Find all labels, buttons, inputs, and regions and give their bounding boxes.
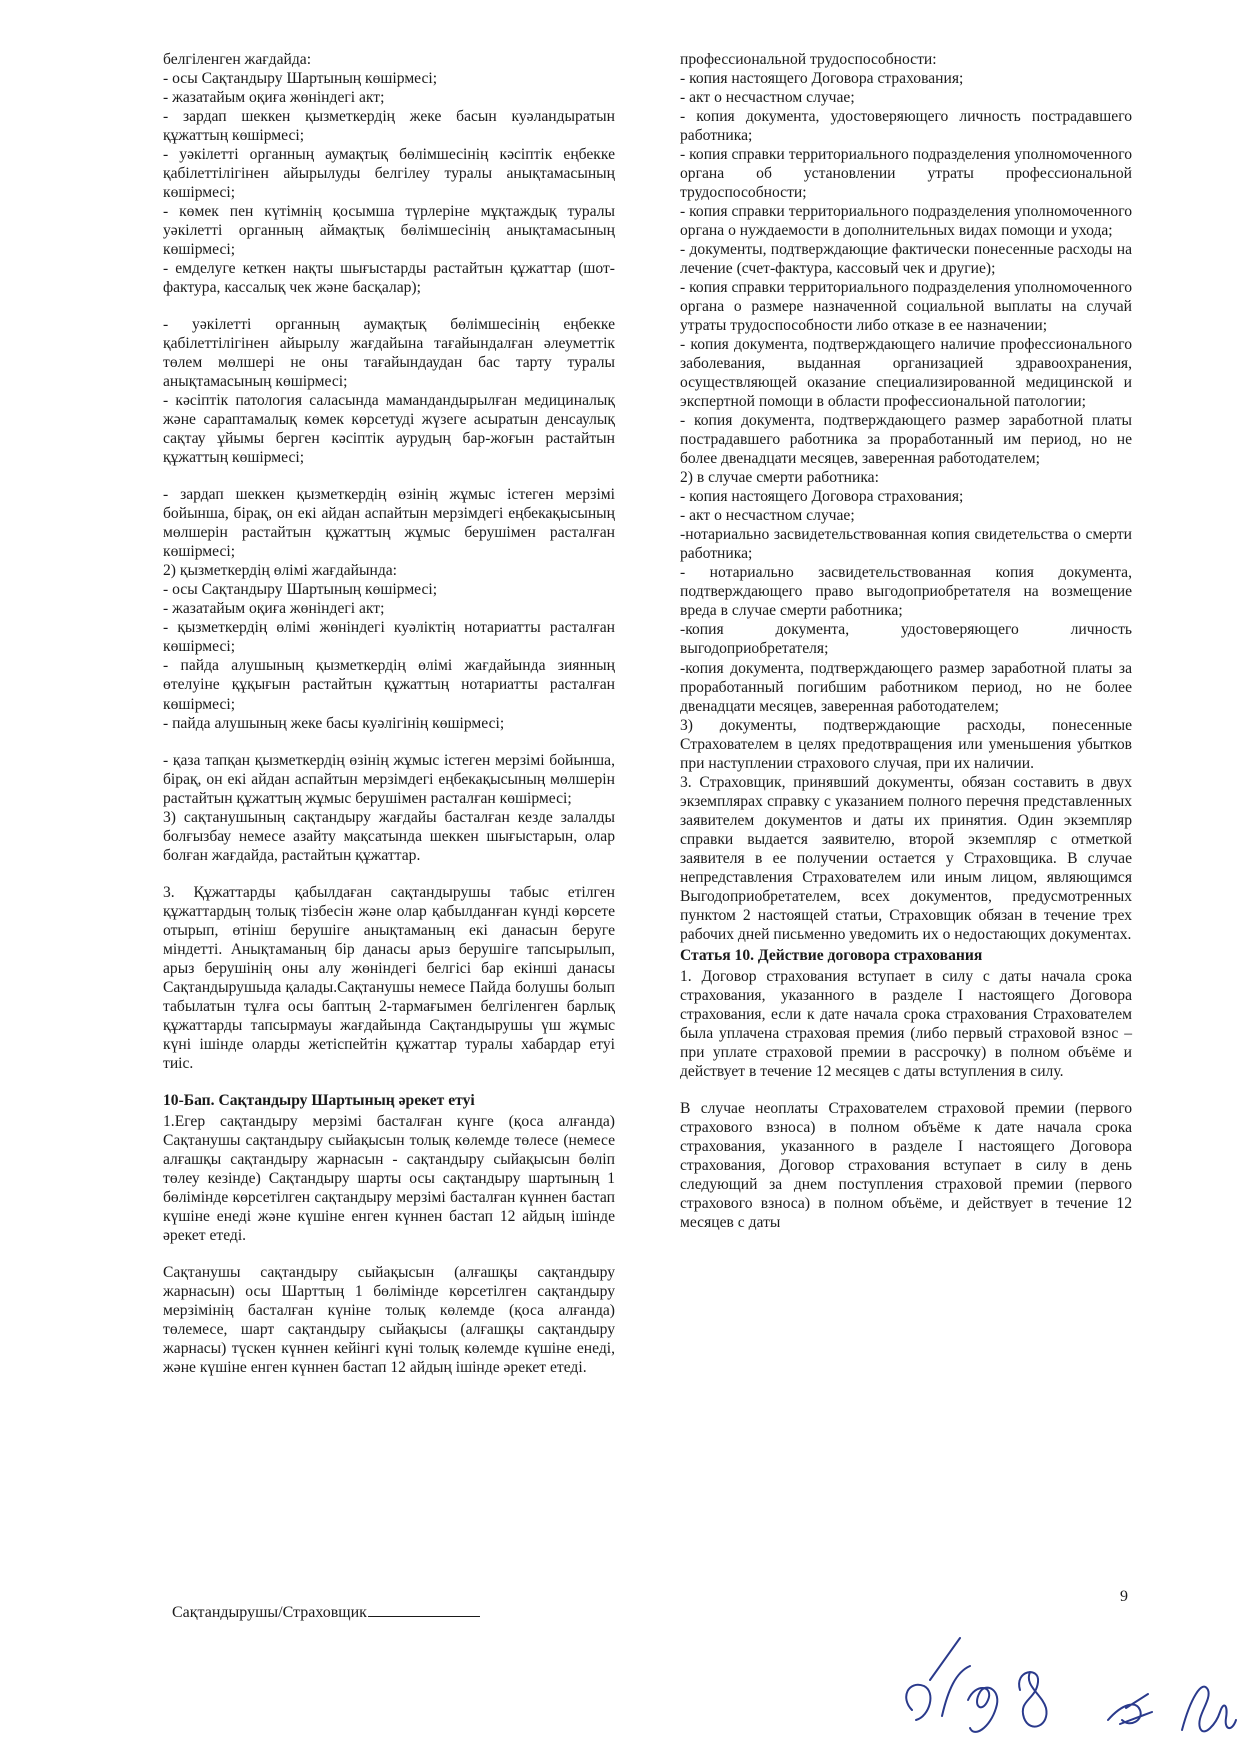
paragraph: - қаза тапқан қызметкердің өзінің жұмыс істеген мерзімі бойынша, бірақ, он екі айдан аспайтын мерзімдегі еңбекақысының мөлшерін растайтын құжаттың жұмыс берушімен расталған көшірмесі;: [163, 751, 615, 807]
paragraph: - копия документа, удостоверяющего личность пострадавшего работника;: [680, 108, 1132, 145]
signature-blank: [368, 1616, 480, 1617]
paragraph: Сақтанушы сақтандыру сыйақысын (алғашқы сақтандыру жарнасын) осы Шарттың 1 бөлімінде көрсетілген сақтандыру мерзімінің басталған күніне толық көлемде (қоса алғанда) төлемесе, шарт сақтандыру сыйақысы (алғашқы сақтандыру жарнасы) түскен күннен кейінгі күні толық көлемде күшіне енеді, және күшіне енген күннен бастап 12 айдың ішінде әрекет етеді.: [163, 1263, 615, 1376]
paragraph: - документы, подтверждающие фактически понесенные расходы на лечение (счет-фактура, кассовый чек и другие);: [680, 241, 1132, 278]
paragraph: 1.Егер сақтандыру мерзімі басталған күнге (қоса алғанда) Сақтанушы сақтандыру сыйақысын толық көлемде төлесе (немесе алғашқы сақтандыру жарнасын - сақтандыру сыйақысын бөліп төлеу кезінде) Сақтандыру шарты осы сақтандыру шартының 1 бөлімінде көрсетілген сақтандыру мерзімі басталған күннен бастап күшіне енеді және күшіне енген күннен бастап 12 айдың ішінде әрекет етеді.: [163, 1112, 615, 1244]
paragraph: 3) документы, подтверждающие расходы, понесенные Страхователем в целях предотвращения или уменьшения убытков при наступлении страхового случая, при их наличии.: [680, 716, 1132, 772]
paragraph: - пайда алушының жеке басы куәлігінің көшірмесі;: [163, 714, 505, 732]
paragraph: - осы Сақтандыру Шартының көшірмесі;: [163, 70, 438, 88]
paragraph: - копия справки территориального подразделения уполномоченного органа об установлении утраты профессиональной трудоспособности;: [680, 146, 1132, 202]
section-heading: Статья 10. Действие договора страхования: [680, 946, 983, 964]
paragraph: - копия документа, подтверждающего размер заработной платы пострадавшего работника за проработанный им период, но не более двенадцати месяцев, заверенная работодателем;: [680, 412, 1132, 468]
paragraph: 2) қызметкердің өлімі жағдайында:: [163, 562, 398, 580]
russian-column: [680, 50, 1132, 1232]
paragraph: белгіленген жағдайда:: [163, 51, 312, 68]
paragraph: - емделуге кеткен нақты шығыстарды растайтын құжаттар (шот-фактура, кассалық чек және басқалар);: [163, 260, 615, 297]
handwritten-initials: [890, 1620, 1240, 1754]
paragraph: - осы Сақтандыру Шартының көшірмесі;: [163, 581, 438, 599]
paragraph: - копия настоящего Договора страхования;: [680, 70, 964, 88]
paragraph: 3) сақтанушының сақтандыру жағдайы басталған кезде залалды болғызбау немесе азайту мақсатында шеккен шығыстарын, олар болған жағдайда, растайтын құжаттар.: [163, 808, 615, 864]
paragraph: 1. Договор страхования вступает в силу с даты начала срока страхования, указанного в разделе I настоящего Договора страхования, если к дате начала срока страхования Страхователем была уплачена страховая премия (либо первый страховой взнос – при уплате страховой премии в рассрочку) в полном объёме и действует в течение 12 месяцев с даты вступления в силу.: [680, 967, 1132, 1080]
initial-mark: [1019, 1672, 1046, 1727]
initial-mark: [968, 1688, 997, 1732]
paragraph: 3. Құжаттарды қабылдаған сақтандырушы табыс етілген құжаттардың толық тізбесін және олар қабылданған күнді көрсете отырып, өтініш берушіге анықтаманың екі данасын беруге міндетті. Анықтаманың бір данасы арыз берушіге тапсырылып, арыз берушінің оны алу жөніндегі белгісі бар екінші данасы Сақтандырушыда қалады.Сақтанушы немесе Пайда болушы болып табылатын тұлға осы баптың 2-тармағымен белгіленген барлық құжаттарды тапсырмауы жағдайында Сақтандырушы үш жұмыс күні ішінде оларды жетіспейтін құжаттар туралы хабардар етуі тиіс.: [163, 883, 615, 1072]
paragraph: профессиональной трудоспособности:: [680, 51, 937, 68]
paragraph: - жазатайым оқиға жөніндегі акт;: [163, 600, 385, 618]
initial-mark: [1108, 1694, 1152, 1724]
paragraph: - копия справки территориального подразделения уполномоченного органа о нуждаемости в дополнительных видах помощи и ухода;: [680, 203, 1132, 240]
paragraph: - жазатайым оқиға жөніндегі акт;: [163, 89, 385, 107]
paragraph: -нотариально засвидетельствованная копия свидетельства о смерти работника;: [680, 526, 1132, 563]
paragraph: - зардап шеккен қызметкердің өзінің жұмыс істеген мерзімі бойынша, бірақ, он екі айдан аспайтын мерзімдегі еңбекақысының мөлшерін растайтын құжаттың жұмыс берушімен расталған көшірмесі;: [163, 486, 615, 561]
paragraph: - кәсіптік патология саласында мамандандырылған медициналық және сараптамалық көмек көрсетуді жүзеге асыратын денсаулық сақтау ұйымы берген кәсіптік аурудың бар-жоғын растайтын құжаттың көшірмесі;: [163, 392, 615, 467]
paragraph: - копия справки территориального подразделения уполномоченного органа о размере назначенной социальной выплаты на случай утраты трудоспособности либо отказе в ее назначении;: [680, 279, 1132, 335]
paragraph: -копия документа, удостоверяющего личность выгодоприобретателя;: [680, 621, 1132, 658]
paragraph: - пайда алушының қызметкердің өлімі жағдайында зиянның өтелуіне құқығын растайтын құжаттың нотариатты расталған көшірмесі;: [163, 657, 615, 713]
paragraph: 2) в случае смерти работника:: [680, 469, 879, 487]
signature-label: Сақтандырушы/Страховщик: [172, 1604, 367, 1621]
paragraph: - қызметкердің өлімі жөніндегі куәліктің нотариатты расталған көшірмесі;: [163, 619, 615, 656]
paragraph: 3. Страховщик, принявший документы, обязан составить в двух экземплярах справку с указанием полного перечня представленных заявителем документов и даты их принятия. Один экземпляр справки выдается заявителю, второй экземпляр с отметкой заявителя в ее получении остается у Страховщика. В случае непредставления Страхователем или иным лицом, являющимся Выгодоприобретателем, всех документов, предусмотренных пунктом 2 настоящей статьи, Страховщик обязан в течение трех рабочих дней письменно уведомить их о недостающих документах.: [680, 773, 1132, 943]
paragraph: - зардап шеккен қызметкердің жеке басын куәландыратын құжаттың көшірмесі;: [163, 108, 615, 145]
page-number: 9: [1120, 1588, 1128, 1605]
paragraph: - көмек пен күтімнің қосымша түрлеріне мұқтаждық туралы уәкілетті органның аймақтық бөлімшесінің анықтамасының көшірмесі;: [163, 203, 615, 259]
section-heading: 10-Бап. Сақтандыру Шартының әрекет етуі: [163, 1091, 475, 1109]
paragraph: - уәкілетті органның аумақтық бөлімшесінің еңбекке қабілеттілігінен айырылу жағдайына тағайындалған әлеуметтік төлем мөлшері не оны тағайындаудан бас тарту туралы анықтамасының көшірмесі;: [163, 316, 615, 391]
paragraph: В случае неоплаты Страхователем страховой премии (первого страхового взноса) в полном объёме к дате начала срока страхования, указанного в разделе I настоящего Договора страхования, Договор страхования вступает в силу в день следующий за днем поступления страховой премии (первого страхового взноса) в полном объёме, и действует в течение 12 месяцев с даты: [680, 1099, 1132, 1231]
paragraph: - акт о несчастном случае;: [680, 507, 855, 525]
paragraph: - уәкілетті органның аумақтық бөлімшесінің кәсіптік еңбекке қабілеттілігінен айырылуды белгілеу туралы анықтамасының көшірмесі;: [163, 146, 615, 202]
paragraph: - акт о несчастном случае;: [680, 89, 855, 107]
paragraph: - нотариально засвидетельствованная копия документа, подтверждающего право выгодоприобретателя на возмещение вреда в случае смерти работника;: [680, 564, 1132, 620]
initial-mark: [906, 1638, 970, 1720]
paragraph: -копия документа, подтверждающего размер заработной платы за проработанный погибшим работником период, но не более двенадцати месяцев, заверенная работодателем;: [680, 659, 1132, 715]
initial-mark: [1182, 1687, 1236, 1732]
paragraph: - копия настоящего Договора страхования;: [680, 488, 964, 506]
signature-line: [172, 1604, 480, 1622]
kazakh-column: [163, 50, 615, 1377]
paragraph: - копия документа, подтверждающего наличие профессионального заболевания, выданная организацией здравоохранения, осуществляющей оказание специализированной медицинской и экспертной помощи в области профессиональной патологии;: [680, 336, 1132, 411]
